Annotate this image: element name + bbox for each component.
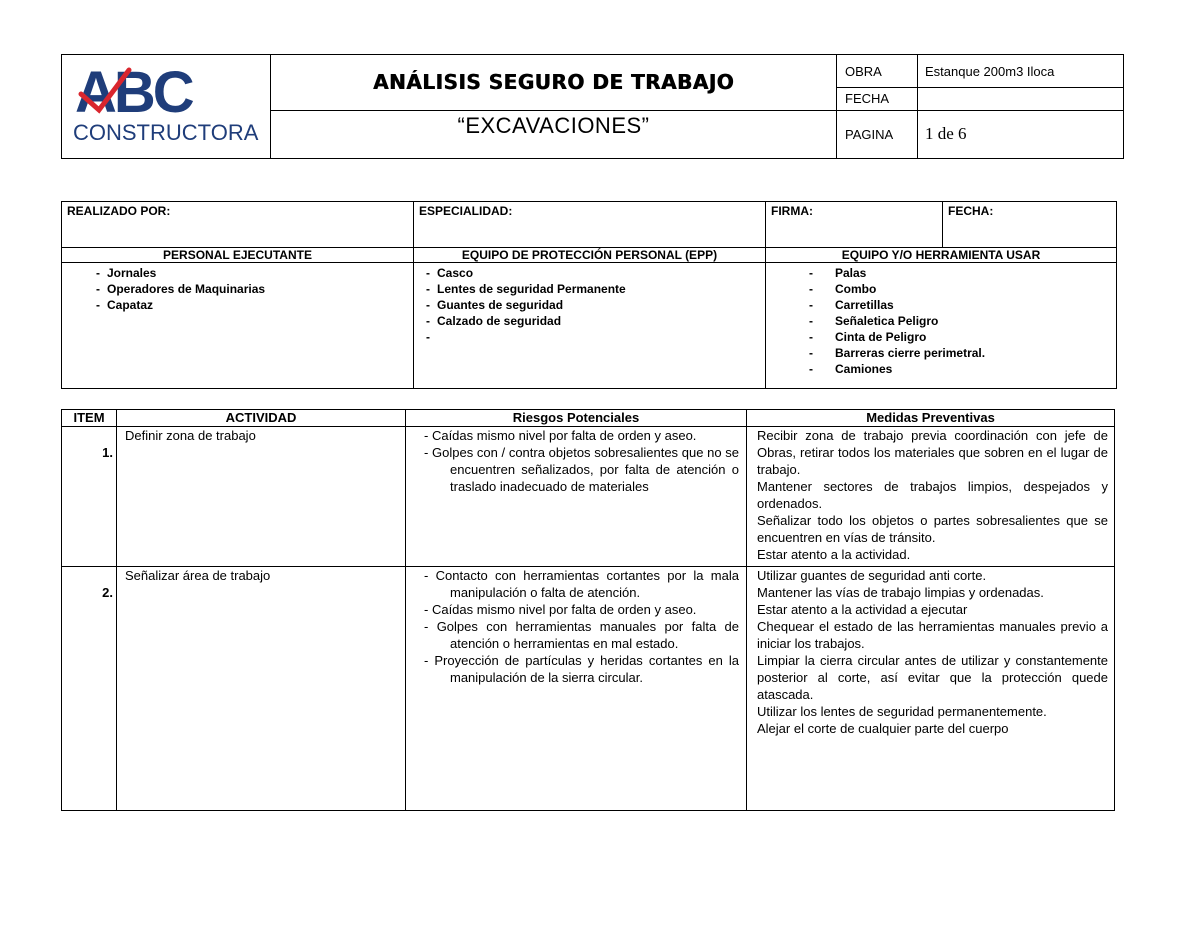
measure-item: Señalizar todo los objetos o partes sobresalientes que se encuentren en vías de tránsito. bbox=[757, 513, 1108, 545]
list-item: - Capataz bbox=[107, 297, 408, 313]
firma-label: FIRMA: bbox=[771, 204, 813, 218]
document-header bbox=[61, 54, 1124, 159]
measure-item: Utilizar los lentes de seguridad permanentemente. bbox=[757, 704, 1047, 719]
measure-item: Estar atento a la actividad. bbox=[757, 547, 911, 562]
activities-table bbox=[61, 409, 1115, 811]
tools-list bbox=[771, 265, 1111, 377]
risks-list bbox=[414, 567, 739, 686]
list-item: - Palas bbox=[835, 265, 1111, 281]
risk-item: - Golpes con herramientas manuales por falta de atención o herramientas en mal estado. bbox=[418, 618, 739, 652]
list-item: - Operadores de Maquinarias bbox=[107, 281, 408, 297]
epp-list bbox=[419, 265, 760, 329]
measures-cell bbox=[747, 427, 1115, 567]
measure-item: Alejar el corte de cualquier parte del cuerpo bbox=[757, 721, 1009, 736]
doc-subtitle-cell bbox=[271, 110, 837, 158]
col-header-item: ITEM bbox=[62, 410, 117, 427]
measure-item: Utilizar guantes de seguridad anti corte. bbox=[757, 568, 987, 583]
obra-value: Estanque 200m3 Iloca bbox=[918, 55, 1124, 88]
list-item: - Cinta de Peligro bbox=[835, 329, 1111, 345]
epp-list-cell bbox=[414, 263, 766, 389]
list-item: - Calzado de seguridad bbox=[437, 313, 760, 329]
measure-item: Estar atento a la actividad a ejecutar bbox=[757, 602, 968, 617]
fecha-cell bbox=[943, 202, 1117, 248]
company-logo bbox=[71, 64, 261, 144]
especialidad-cell bbox=[414, 202, 766, 248]
list-item: - Jornales bbox=[107, 265, 408, 281]
pagina-value: 1 de 6 bbox=[918, 110, 1124, 158]
list-item: - Guantes de seguridad bbox=[437, 297, 760, 313]
measure-item: Chequear el estado de las herramientas manuales previo a iniciar los trabajos. bbox=[757, 619, 1108, 651]
table-row bbox=[62, 567, 1115, 811]
risks-cell bbox=[406, 427, 747, 567]
fecha-info-label: FECHA: bbox=[948, 204, 994, 218]
logo-cell bbox=[62, 55, 271, 159]
personal-header: PERSONAL EJECUTANTE bbox=[62, 248, 414, 263]
col-header-activity: ACTIVIDAD bbox=[117, 410, 406, 427]
fecha-value bbox=[918, 88, 1124, 110]
activity-cell: Señalizar área de trabajo bbox=[117, 567, 406, 811]
measure-item: Recibir zona de trabajo previa coordinación con jefe de Obras, retirar todos los materiales que sobren en el lugar de trabajo. bbox=[757, 428, 1108, 477]
logo-abc-text: ABC bbox=[75, 64, 192, 125]
item-number: 2. bbox=[102, 585, 113, 600]
risk-item: - Proyección de partículas y heridas cortantes en la manipulación de la sierra circular. bbox=[418, 652, 739, 686]
measure-item: Mantener las vías de trabajo limpias y ordenadas. bbox=[757, 585, 1044, 600]
personal-list-cell bbox=[62, 263, 414, 389]
list-item: - Camiones bbox=[835, 361, 1111, 377]
list-item: - Lentes de seguridad Permanente bbox=[437, 281, 760, 297]
realizado-por-cell bbox=[62, 202, 414, 248]
pagina-label: PAGINA bbox=[837, 110, 918, 158]
realizado-por-label: REALIZADO POR: bbox=[67, 204, 171, 218]
table-row bbox=[62, 427, 1115, 567]
col-header-measures: Medidas Preventivas bbox=[747, 410, 1115, 427]
tools-header: EQUIPO Y/O HERRAMIENTA USAR bbox=[766, 248, 1117, 263]
list-item: - Barreras cierre perimetral. bbox=[835, 345, 1111, 361]
tools-list-cell bbox=[766, 263, 1117, 389]
risk-item: - Contacto con herramientas cortantes por la mala manipulación o falta de atención. bbox=[418, 567, 739, 601]
personal-list bbox=[67, 265, 408, 313]
fecha-label: FECHA bbox=[837, 88, 918, 110]
measure-item: Limpiar la cierra circular antes de utilizar y constantemente posterior al corte, así evitar que la protección quede atascada. bbox=[757, 653, 1108, 702]
doc-title: ANÁLISIS SEGURO DE TRABAJO bbox=[372, 70, 735, 95]
risks-list bbox=[414, 427, 739, 495]
measure-item: Mantener sectores de trabajos limpios, despejados y ordenados. bbox=[757, 479, 1108, 511]
activity-cell: Definir zona de trabajo bbox=[117, 427, 406, 567]
obra-label: OBRA bbox=[837, 55, 918, 88]
epp-header: EQUIPO DE PROTECCIÓN PERSONAL (EPP) bbox=[414, 248, 766, 263]
personnel-equipment-table bbox=[61, 201, 1117, 389]
risk-item: - Caídas mismo nivel por falta de orden y aseo. bbox=[418, 427, 739, 444]
doc-subtitle: “EXCAVACIONES” bbox=[457, 112, 650, 138]
item-number: 1. bbox=[102, 445, 113, 460]
doc-title-cell bbox=[271, 55, 837, 111]
col-header-risks: Riesgos Potenciales bbox=[406, 410, 747, 427]
logo-constructora-text: CONSTRUCTORA bbox=[73, 120, 259, 144]
item-number-cell bbox=[62, 567, 117, 811]
risk-item: - Golpes con / contra objetos sobresalientes que no se encuentren señalizados, por falta de atención o traslado inadecuado de materiales bbox=[418, 444, 739, 495]
list-item: - Combo bbox=[835, 281, 1111, 297]
firma-cell bbox=[766, 202, 943, 248]
measures-cell bbox=[747, 567, 1115, 811]
item-number-cell bbox=[62, 427, 117, 567]
risk-item: - Caídas mismo nivel por falta de orden y aseo. bbox=[418, 601, 739, 618]
especialidad-label: ESPECIALIDAD: bbox=[419, 204, 513, 218]
risks-cell bbox=[406, 567, 747, 811]
list-item: - Señaletica Peligro bbox=[835, 313, 1111, 329]
list-item: - Casco bbox=[437, 265, 760, 281]
list-item: - Carretillas bbox=[835, 297, 1111, 313]
